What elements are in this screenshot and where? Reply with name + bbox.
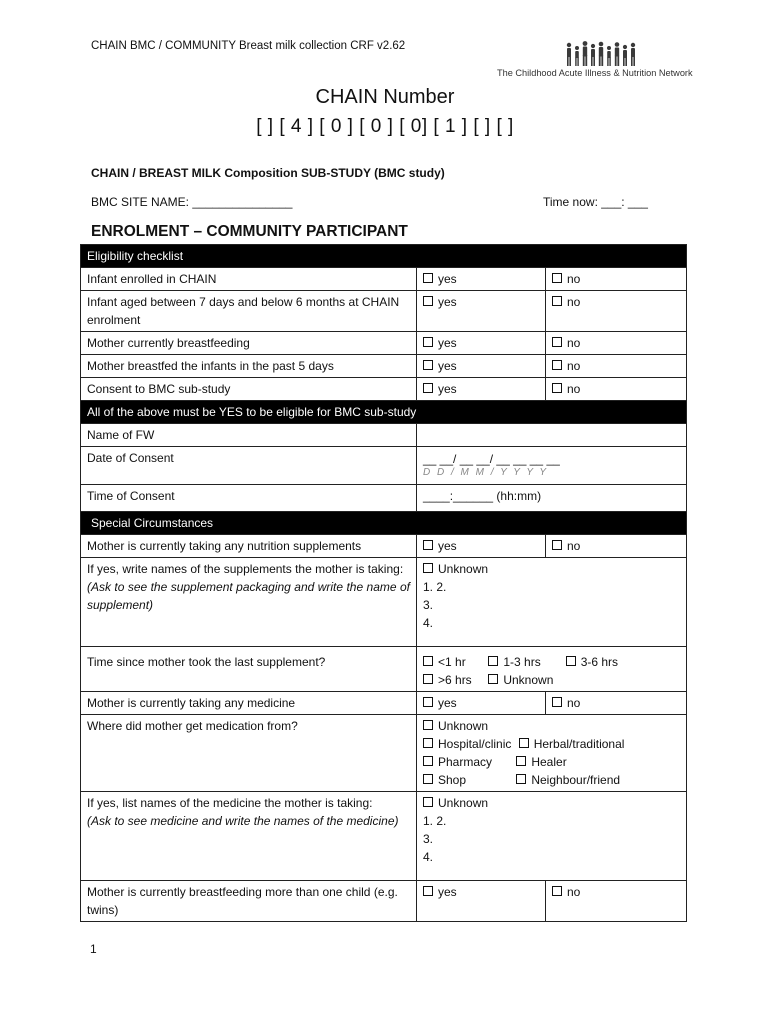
checkbox-icon[interactable]: [423, 360, 433, 370]
logo-text: The Childhood Acute Illness & Nutrition Network: [497, 68, 693, 78]
table-row: [81, 715, 687, 792]
checkbox-icon[interactable]: [552, 697, 562, 707]
chain-number-boxes[interactable]: [ ] [ 4 ] [ 0 ] [ 0 ] [ 0] [ 1 ] [ ] [ ]: [256, 116, 514, 137]
row-label: Infant enrolled in CHAIN: [81, 268, 417, 291]
table-row: [81, 881, 687, 922]
enrolment-heading: ENROLMENT – COMMUNITY PARTICIPANT: [91, 223, 408, 240]
row-label: Mother breastfed the infants in the past 5 days: [81, 355, 417, 378]
yes-option[interactable]: yes: [417, 881, 546, 922]
checkbox-icon[interactable]: [516, 774, 526, 784]
section-header-special: [81, 512, 687, 535]
checkbox-icon[interactable]: [423, 674, 433, 684]
supplements-label: Mother is currently taking any nutrition supplements: [81, 535, 417, 558]
table-row: [81, 332, 687, 355]
yes-option[interactable]: yes: [417, 355, 546, 378]
site-name-field[interactable]: BMC SITE NAME: _______________: [91, 195, 293, 209]
table-row: [81, 558, 687, 647]
checkbox-icon[interactable]: [423, 886, 433, 896]
checkbox-icon[interactable]: [423, 720, 433, 730]
checkbox-icon[interactable]: [423, 774, 433, 784]
checkbox-icon[interactable]: [516, 756, 526, 766]
no-option[interactable]: no: [546, 881, 687, 922]
checkbox-icon[interactable]: [552, 540, 562, 550]
checkbox-icon[interactable]: [566, 656, 576, 666]
section-header-eligibility: [81, 245, 687, 268]
eligibility-note: All of the above must be YES to be eligible for BMC sub-study: [81, 401, 687, 424]
table-row: [81, 647, 687, 692]
yes-option[interactable]: yes: [417, 692, 546, 715]
checkbox-icon[interactable]: [519, 738, 529, 748]
no-option[interactable]: no: [546, 332, 687, 355]
fw-name-input[interactable]: [417, 424, 687, 447]
chain-number-title: CHAIN Number: [315, 86, 455, 108]
study-title: CHAIN / BREAST MILK Composition SUB-STUDY (BMC study): [91, 166, 445, 180]
no-option[interactable]: no: [546, 535, 687, 558]
consent-date-value[interactable]: __ __/ __ __/ __ __ __ __: [423, 452, 560, 466]
checkbox-icon[interactable]: [423, 756, 433, 766]
table-row: [81, 268, 687, 291]
checkbox-icon[interactable]: [423, 273, 433, 283]
no-option[interactable]: no: [546, 378, 687, 401]
consent-time-input[interactable]: ____:______ (hh:mm): [417, 485, 687, 512]
checkbox-icon[interactable]: [423, 563, 433, 573]
table-row: [81, 291, 687, 332]
special-header: Special Circumstances: [81, 512, 687, 535]
checkbox-icon[interactable]: [552, 337, 562, 347]
checkbox-icon[interactable]: [423, 540, 433, 550]
no-option[interactable]: no: [546, 291, 687, 332]
checkbox-icon[interactable]: [423, 697, 433, 707]
time-now-field[interactable]: Time now: ___: ___: [543, 195, 648, 209]
twins-label: Mother is currently breastfeeding more than one child (e.g. twins): [81, 881, 417, 922]
row-label: Mother currently breastfeeding: [81, 332, 417, 355]
row-label: Consent to BMC sub-study: [81, 378, 417, 401]
yes-option[interactable]: yes: [417, 268, 546, 291]
table-row: [81, 485, 687, 512]
checkbox-icon[interactable]: [552, 296, 562, 306]
page-number: 1: [90, 942, 97, 956]
consent-date-input[interactable]: [417, 447, 687, 485]
checkbox-icon[interactable]: [488, 656, 498, 666]
no-option[interactable]: no: [546, 692, 687, 715]
no-option[interactable]: no: [546, 268, 687, 291]
table-row: [81, 792, 687, 881]
consent-date-label: Date of Consent: [81, 447, 417, 485]
checkbox-icon[interactable]: [488, 674, 498, 684]
supplement-names-label: If yes, write names of the supplements the mother is taking: (Ask to see the supplement packaging and write the name of supplement): [81, 558, 417, 647]
enrolment-form-table: [80, 244, 687, 922]
no-option[interactable]: no: [546, 355, 687, 378]
checkbox-icon[interactable]: [552, 273, 562, 283]
checkbox-icon[interactable]: [423, 797, 433, 807]
chain-logo: [497, 40, 712, 80]
yes-option[interactable]: yes: [417, 291, 546, 332]
table-row: [81, 378, 687, 401]
supplement-names-note: (Ask to see the supplement packaging and write the name of supplement): [87, 580, 410, 612]
medicine-names-input[interactable]: Unknown 1. 2. 3. 4.: [417, 792, 687, 881]
checkbox-icon[interactable]: [423, 656, 433, 666]
last-supplement-label: Time since mother took the last supplement?: [81, 647, 417, 692]
yes-option[interactable]: yes: [417, 332, 546, 355]
table-row: [81, 535, 687, 558]
table-row: [81, 447, 687, 485]
checkbox-icon[interactable]: [423, 383, 433, 393]
people-icon: [565, 40, 643, 68]
medicine-names-label: If yes, list names of the medicine the mother is taking: (Ask to see medicine and write the names of the medicine): [81, 792, 417, 881]
consent-time-label: Time of Consent: [81, 485, 417, 512]
checkbox-icon[interactable]: [552, 886, 562, 896]
checkbox-icon[interactable]: [552, 360, 562, 370]
fw-name-label: Name of FW: [81, 424, 417, 447]
checkbox-icon[interactable]: [423, 738, 433, 748]
yes-option[interactable]: yes: [417, 378, 546, 401]
medicine-names-note: (Ask to see medicine and write the names of the medicine): [87, 814, 399, 828]
table-row: [81, 424, 687, 447]
last-supplement-options[interactable]: <1 hr 1-3 hrs 3-6 hrs >6 hrs Unknown: [417, 647, 687, 692]
row-label: Infant aged between 7 days and below 6 months at CHAIN enrolment: [81, 291, 417, 332]
document-header-title: CHAIN BMC / COMMUNITY Breast milk collection CRF v2.62: [91, 40, 406, 52]
consent-date-format: D D / M M / Y Y Y Y: [423, 467, 549, 478]
supplement-names-input[interactable]: Unknown 1. 2. 3. 4.: [417, 558, 687, 647]
eligibility-note-row: [81, 401, 687, 424]
checkbox-icon[interactable]: [552, 383, 562, 393]
medicine-label: Mother is currently taking any medicine: [81, 692, 417, 715]
table-row: [81, 355, 687, 378]
checkbox-icon[interactable]: [423, 296, 433, 306]
yes-option[interactable]: yes: [417, 535, 546, 558]
medication-source-options[interactable]: Unknown Hospital/clinic Herbal/traditional Pharmacy Healer Shop Neighbour/friend: [417, 715, 687, 792]
medication-source-label: Where did mother get medication from?: [81, 715, 417, 792]
checkbox-icon[interactable]: [423, 337, 433, 347]
eligibility-header: Eligibility checklist: [81, 245, 687, 268]
table-row: [81, 692, 687, 715]
